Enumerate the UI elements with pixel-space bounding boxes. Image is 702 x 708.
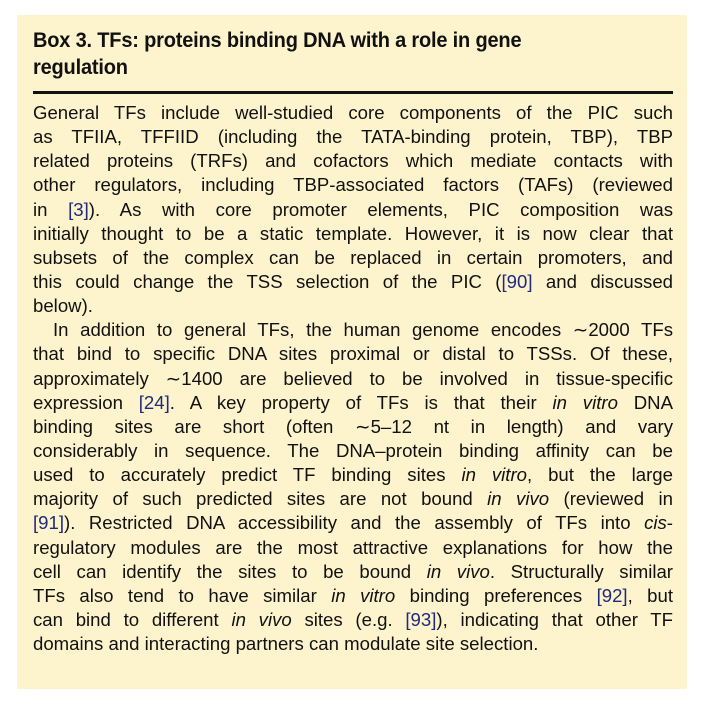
text-span: initially thought to be a static template. However, it is now clear that <box>33 222 673 244</box>
text-span: domains and interacting partners can modulate site selection. <box>33 633 539 655</box>
text-span: ). As with core promoter elements, PIC composition was <box>88 198 673 220</box>
text-span: TFs also tend to have similar <box>33 584 332 606</box>
text-line <box>33 439 673 463</box>
box-body <box>33 101 673 656</box>
text-span: used to accurately predict TF binding sites <box>33 464 462 486</box>
text-line <box>33 391 673 415</box>
text-span: subsets of the complex can be replaced in certain promoters, and <box>33 246 673 268</box>
text-line <box>33 318 673 342</box>
reference-link[interactable]: [92] <box>596 584 628 606</box>
text-span: considerably in sequence. The DNA–protein binding affinity can be <box>33 439 673 461</box>
text-line <box>33 584 673 608</box>
text-span: sites (e.g. <box>291 608 406 630</box>
text-span: regulatory modules are the most attractive explanations for how the <box>33 536 673 558</box>
text-span: , but <box>627 584 673 606</box>
text-line <box>33 125 673 149</box>
text-line <box>33 463 673 487</box>
text-span: . A key property of TFs is that their <box>169 391 553 413</box>
text-line <box>33 536 673 560</box>
title-divider <box>33 91 673 94</box>
text-line <box>33 173 673 197</box>
text-line <box>33 294 673 318</box>
text-span: In addition to general TFs, the human genome encodes ∼2000 TFs <box>53 319 673 341</box>
text-line <box>33 149 673 173</box>
text-span: . Structurally similar <box>489 560 673 582</box>
text-span: cell can identify the sites to be bound <box>33 560 427 582</box>
box-title-line-1: Box 3. TFs: proteins binding DNA with a role in gene <box>33 28 522 52</box>
paragraph <box>33 101 673 318</box>
italic-text: in vitro <box>552 391 618 413</box>
text-span: majority of such predicted sites are not bound <box>33 488 488 510</box>
reference-link[interactable]: [24] <box>138 391 170 413</box>
text-line <box>33 608 673 632</box>
paragraph <box>33 318 673 656</box>
text-span: that bind to specific DNA sites proximal or distal to TSSs. Of these, <box>33 343 673 365</box>
text-span: expression <box>33 391 139 413</box>
text-span: related proteins (TRFs) and cofactors which mediate contacts with <box>33 150 673 172</box>
text-span: below). <box>33 295 93 317</box>
italic-text: in vitro <box>331 584 396 606</box>
text-line <box>33 342 673 366</box>
italic-text: cis <box>644 512 667 534</box>
text-span: approximately ∼1400 are believed to be involved in tissue-specific <box>33 367 673 389</box>
text-line <box>33 198 673 222</box>
text-span: this could change the TSS selection of the PIC ( <box>33 270 502 292</box>
reference-link[interactable]: [91] <box>33 512 65 534</box>
reference-link[interactable]: [90] <box>501 270 533 292</box>
text-span: as TFIIA, TFFIID (including the TATA-binding protein, TBP), TBP <box>33 126 673 148</box>
text-line <box>33 270 673 294</box>
text-span: binding preferences <box>395 584 597 606</box>
text-line <box>33 560 673 584</box>
text-span: can bind to different <box>33 608 232 630</box>
text-line <box>33 632 673 656</box>
text-span: (reviewed in <box>549 488 673 510</box>
text-box <box>17 15 687 689</box>
text-line <box>33 487 673 511</box>
text-line <box>33 222 673 246</box>
box-title <box>33 27 628 81</box>
italic-text: in vivo <box>426 560 490 582</box>
italic-text: in vivo <box>487 488 550 510</box>
reference-link[interactable]: [3] <box>68 198 89 220</box>
text-line <box>33 511 673 535</box>
text-span: ), indicating that other TF <box>436 608 674 630</box>
text-line <box>33 246 673 270</box>
text-span: - <box>666 512 673 534</box>
text-span: ). Restricted DNA accessibility and the assembly of TFs into <box>64 512 645 534</box>
text-span: binding sites are short (often ∼5–12 nt in length) and vary <box>33 415 673 437</box>
text-span: in <box>33 198 69 220</box>
text-span: and discussed <box>532 270 673 292</box>
text-span: DNA <box>617 391 674 413</box>
text-line <box>33 101 673 125</box>
text-span: , but the large <box>527 464 673 486</box>
text-line <box>33 415 673 439</box>
text-line <box>33 367 673 391</box>
text-span: General TFs include well-studied core components of the PIC such <box>33 102 673 123</box>
italic-text: in vitro <box>461 464 527 486</box>
reference-link[interactable]: [93] <box>405 608 437 630</box>
box-title-line-2: regulation <box>33 55 128 79</box>
italic-text: in vivo <box>231 608 292 630</box>
text-span: other regulators, including TBP-associated factors (TAFs) (reviewed <box>33 174 673 196</box>
